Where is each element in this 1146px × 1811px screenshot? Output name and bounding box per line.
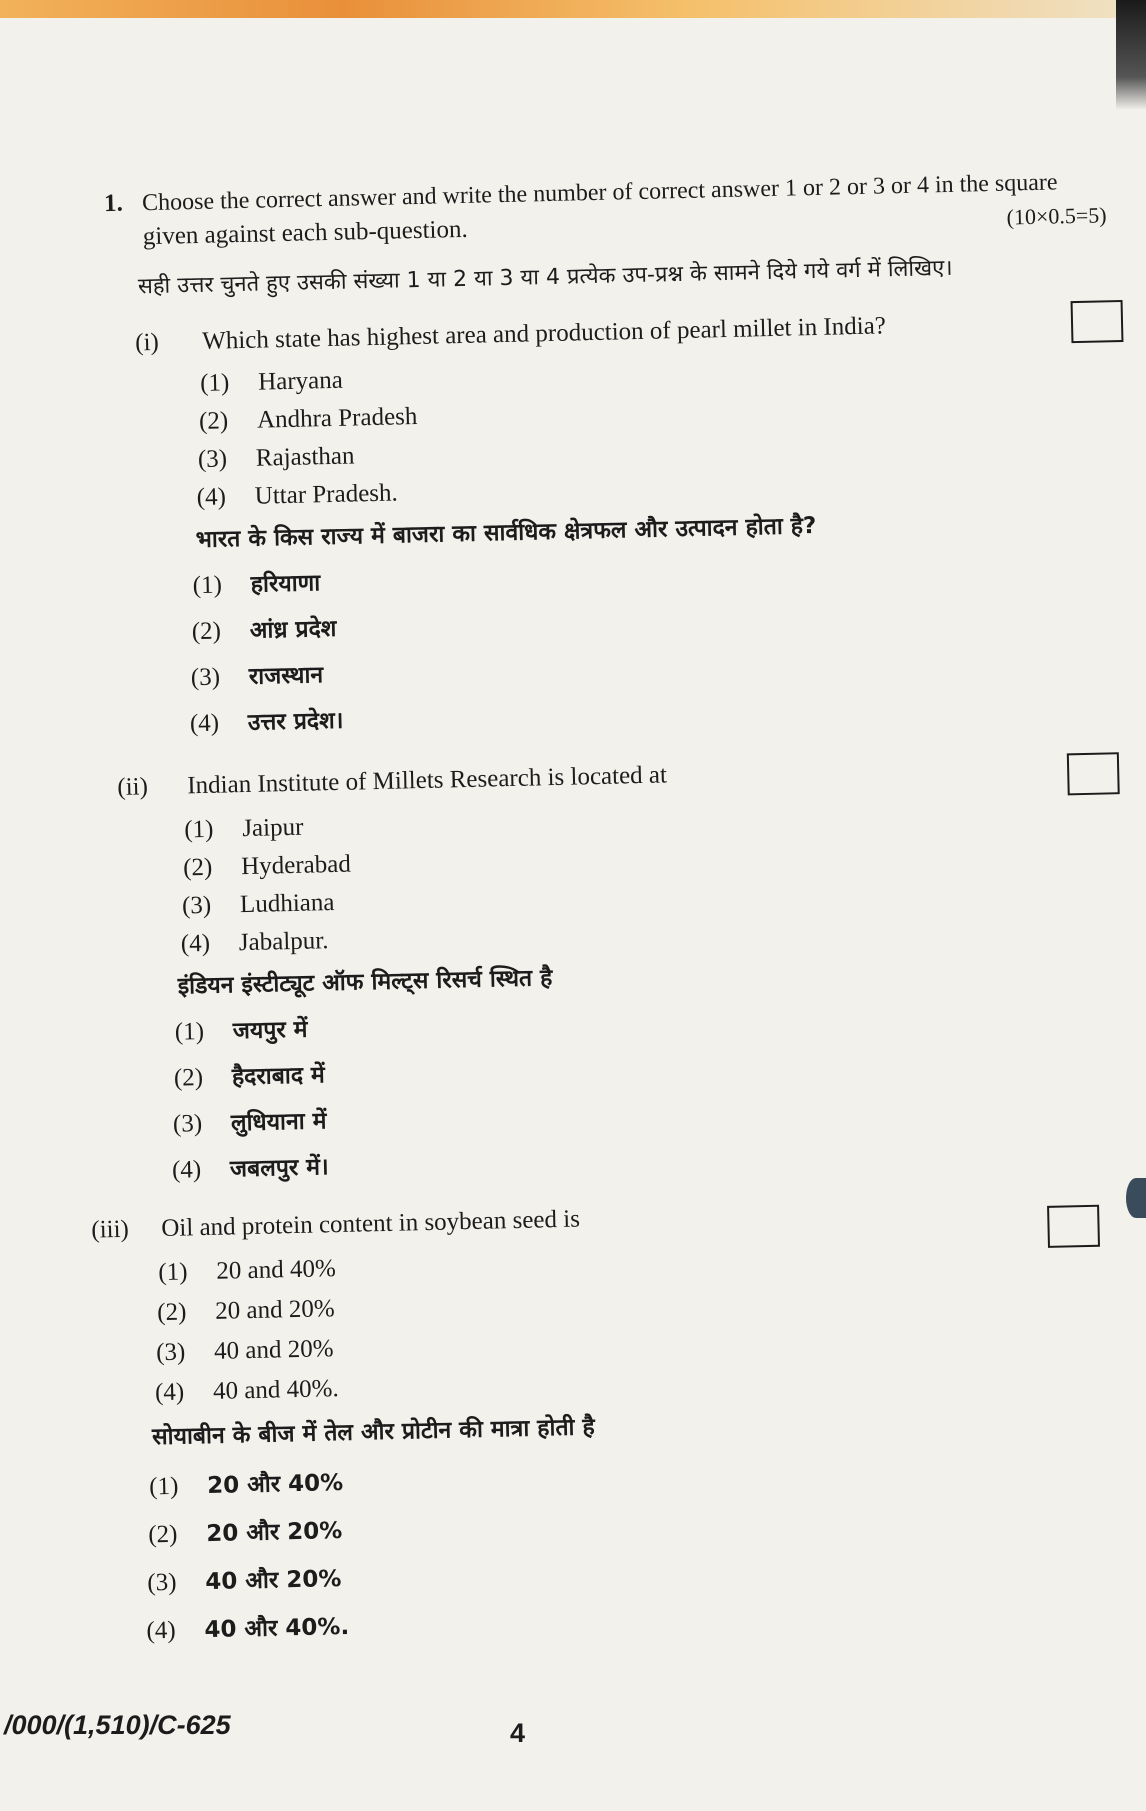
subq-iii-opt4-en: 40 and 40%. (212, 1375, 339, 1405)
question-number: 1. (103, 189, 124, 218)
paper-code: /000/(1,510)/C-625 (4, 1710, 231, 1740)
subq-ii-opt4-en: Jabalpur. (238, 927, 329, 957)
subq-iii-opt3-hi-num: (3) (147, 1568, 177, 1597)
subq-iii-opt3-num: (3) (155, 1338, 186, 1367)
subq-i-opt4-num: (4) (196, 483, 227, 512)
subq-ii-opt2-num: (2) (182, 853, 213, 882)
subq-iii-opt3-en: 40 and 20% (213, 1335, 334, 1365)
subq-i-opt2-en: Andhra Pradesh (256, 403, 418, 434)
subq-i-opt3-hi: राजस्थान (248, 662, 324, 690)
subq-i-label: (i) (134, 328, 160, 357)
subq-i-opt4-en: Uttar Pradesh. (254, 479, 399, 510)
subq-ii-opt1-hi: जयपुर में (232, 1016, 308, 1045)
subq-iii-opt1-hi: 20 और 40% (206, 1469, 344, 1500)
subq-ii-opt1-hi-num: (1) (174, 1018, 205, 1046)
subq-ii-opt2-en: Hyderabad (240, 850, 352, 881)
answer-box-ii[interactable] (1067, 752, 1120, 795)
subq-ii-opt4-hi-num: (4) (171, 1156, 202, 1184)
subq-i-opt2-hi: आंध्र प्रदेश (249, 615, 337, 644)
subq-ii-opt1-en: Jaipur (241, 813, 304, 843)
subq-i-opt3-num: (3) (197, 445, 228, 474)
subq-iii-opt4-hi-num: (4) (146, 1616, 176, 1645)
subq-ii-opt4-hi: जबलपुर में। (229, 1154, 330, 1183)
subq-iii-opt2-hi-num: (2) (147, 1520, 178, 1549)
subq-iii-opt2-num: (2) (156, 1298, 187, 1327)
subq-i-opt4-hi: उत्तर प्रदेश। (247, 707, 344, 736)
subq-iii-opt1-en: 20 and 40% (216, 1255, 337, 1285)
subq-iii-opt1-hi-num: (1) (148, 1472, 179, 1501)
subq-iii-opt1-num: (1) (158, 1258, 188, 1287)
marks-allotment: (10×0.5=5) (1006, 202, 1107, 230)
subq-i-text-hi: भारत के किस राज्य में बाजरा का सार्वधिक क्षेत्रफल और उत्पादन होता है? (195, 512, 817, 554)
subq-i-opt1-hi-num: (1) (192, 571, 223, 600)
subq-iii-text-hi: सोयाबीन के बीज में तेल और प्रोटीन की मात्रा होती है (151, 1414, 596, 1451)
subq-ii-text-en: Indian Institute of Millets Research is located at (186, 761, 668, 800)
subq-i-opt1-en: Haryana (257, 366, 344, 396)
subq-iii-opt4-hi: 40 और 40%. (204, 1613, 350, 1644)
subq-iii-opt2-en: 20 and 20% (214, 1295, 335, 1325)
subq-ii-opt1-num: (1) (183, 815, 214, 844)
subq-i-opt2-num: (2) (198, 407, 229, 435)
subq-iii-opt2-hi: 20 और 20% (205, 1518, 343, 1548)
subq-iii-label: (iii) (91, 1215, 130, 1244)
subq-ii-opt2-hi-num: (2) (173, 1064, 204, 1092)
subq-ii-opt3-hi-num: (3) (172, 1110, 203, 1138)
instruction-hi: सही उत्तर चुनते हुए उसकी संख्या 1 या 2 या 3 या 4 प्रत्येक उप-प्रश्न के सामने दिये गये वर्ग में लिखिए। (137, 255, 953, 300)
subq-i-opt4-hi-num: (4) (189, 709, 220, 738)
subq-iii-opt3-hi: 40 और 20% (205, 1566, 342, 1596)
subq-ii-label: (ii) (117, 773, 149, 801)
answer-box-iii[interactable] (1047, 1205, 1100, 1248)
subq-i-text-en: Which state has highest area and production of pearl millet in India? (201, 312, 887, 355)
subq-i-opt3-en: Rajasthan (255, 442, 355, 472)
subq-ii-opt3-num: (3) (181, 891, 212, 920)
subq-ii-opt3-en: Ludhiana (239, 889, 335, 919)
subq-iii-text-en: Oil and protein content in soybean seed is (161, 1205, 581, 1243)
subq-i-opt3-hi-num: (3) (190, 663, 221, 692)
page-number: 4 (510, 1718, 526, 1748)
subq-i-opt2-hi-num: (2) (191, 617, 222, 646)
instruction-en-line2: given against each sub-question. (142, 215, 468, 251)
subq-iii-opt4-num: (4) (154, 1378, 185, 1407)
subq-ii-opt3-hi: लुधियाना में (230, 1108, 327, 1137)
subq-i-opt1-num: (1) (199, 369, 230, 397)
answer-box-i[interactable] (1071, 300, 1124, 343)
subq-ii-opt2-hi: हैदराबाद में (231, 1062, 326, 1091)
subq-ii-opt4-num: (4) (180, 929, 211, 958)
subq-i-opt1-hi: हरियाणा (250, 570, 321, 598)
subq-ii-text-hi: इंडियन इंस्टीट्यूट ऑफ मिल्ट्स रिसर्च स्थित है (177, 965, 553, 1000)
instruction-en-line1: Choose the correct answer and write the number of correct answer 1 or 2 or 3 or 4 in the square (141, 169, 1058, 217)
